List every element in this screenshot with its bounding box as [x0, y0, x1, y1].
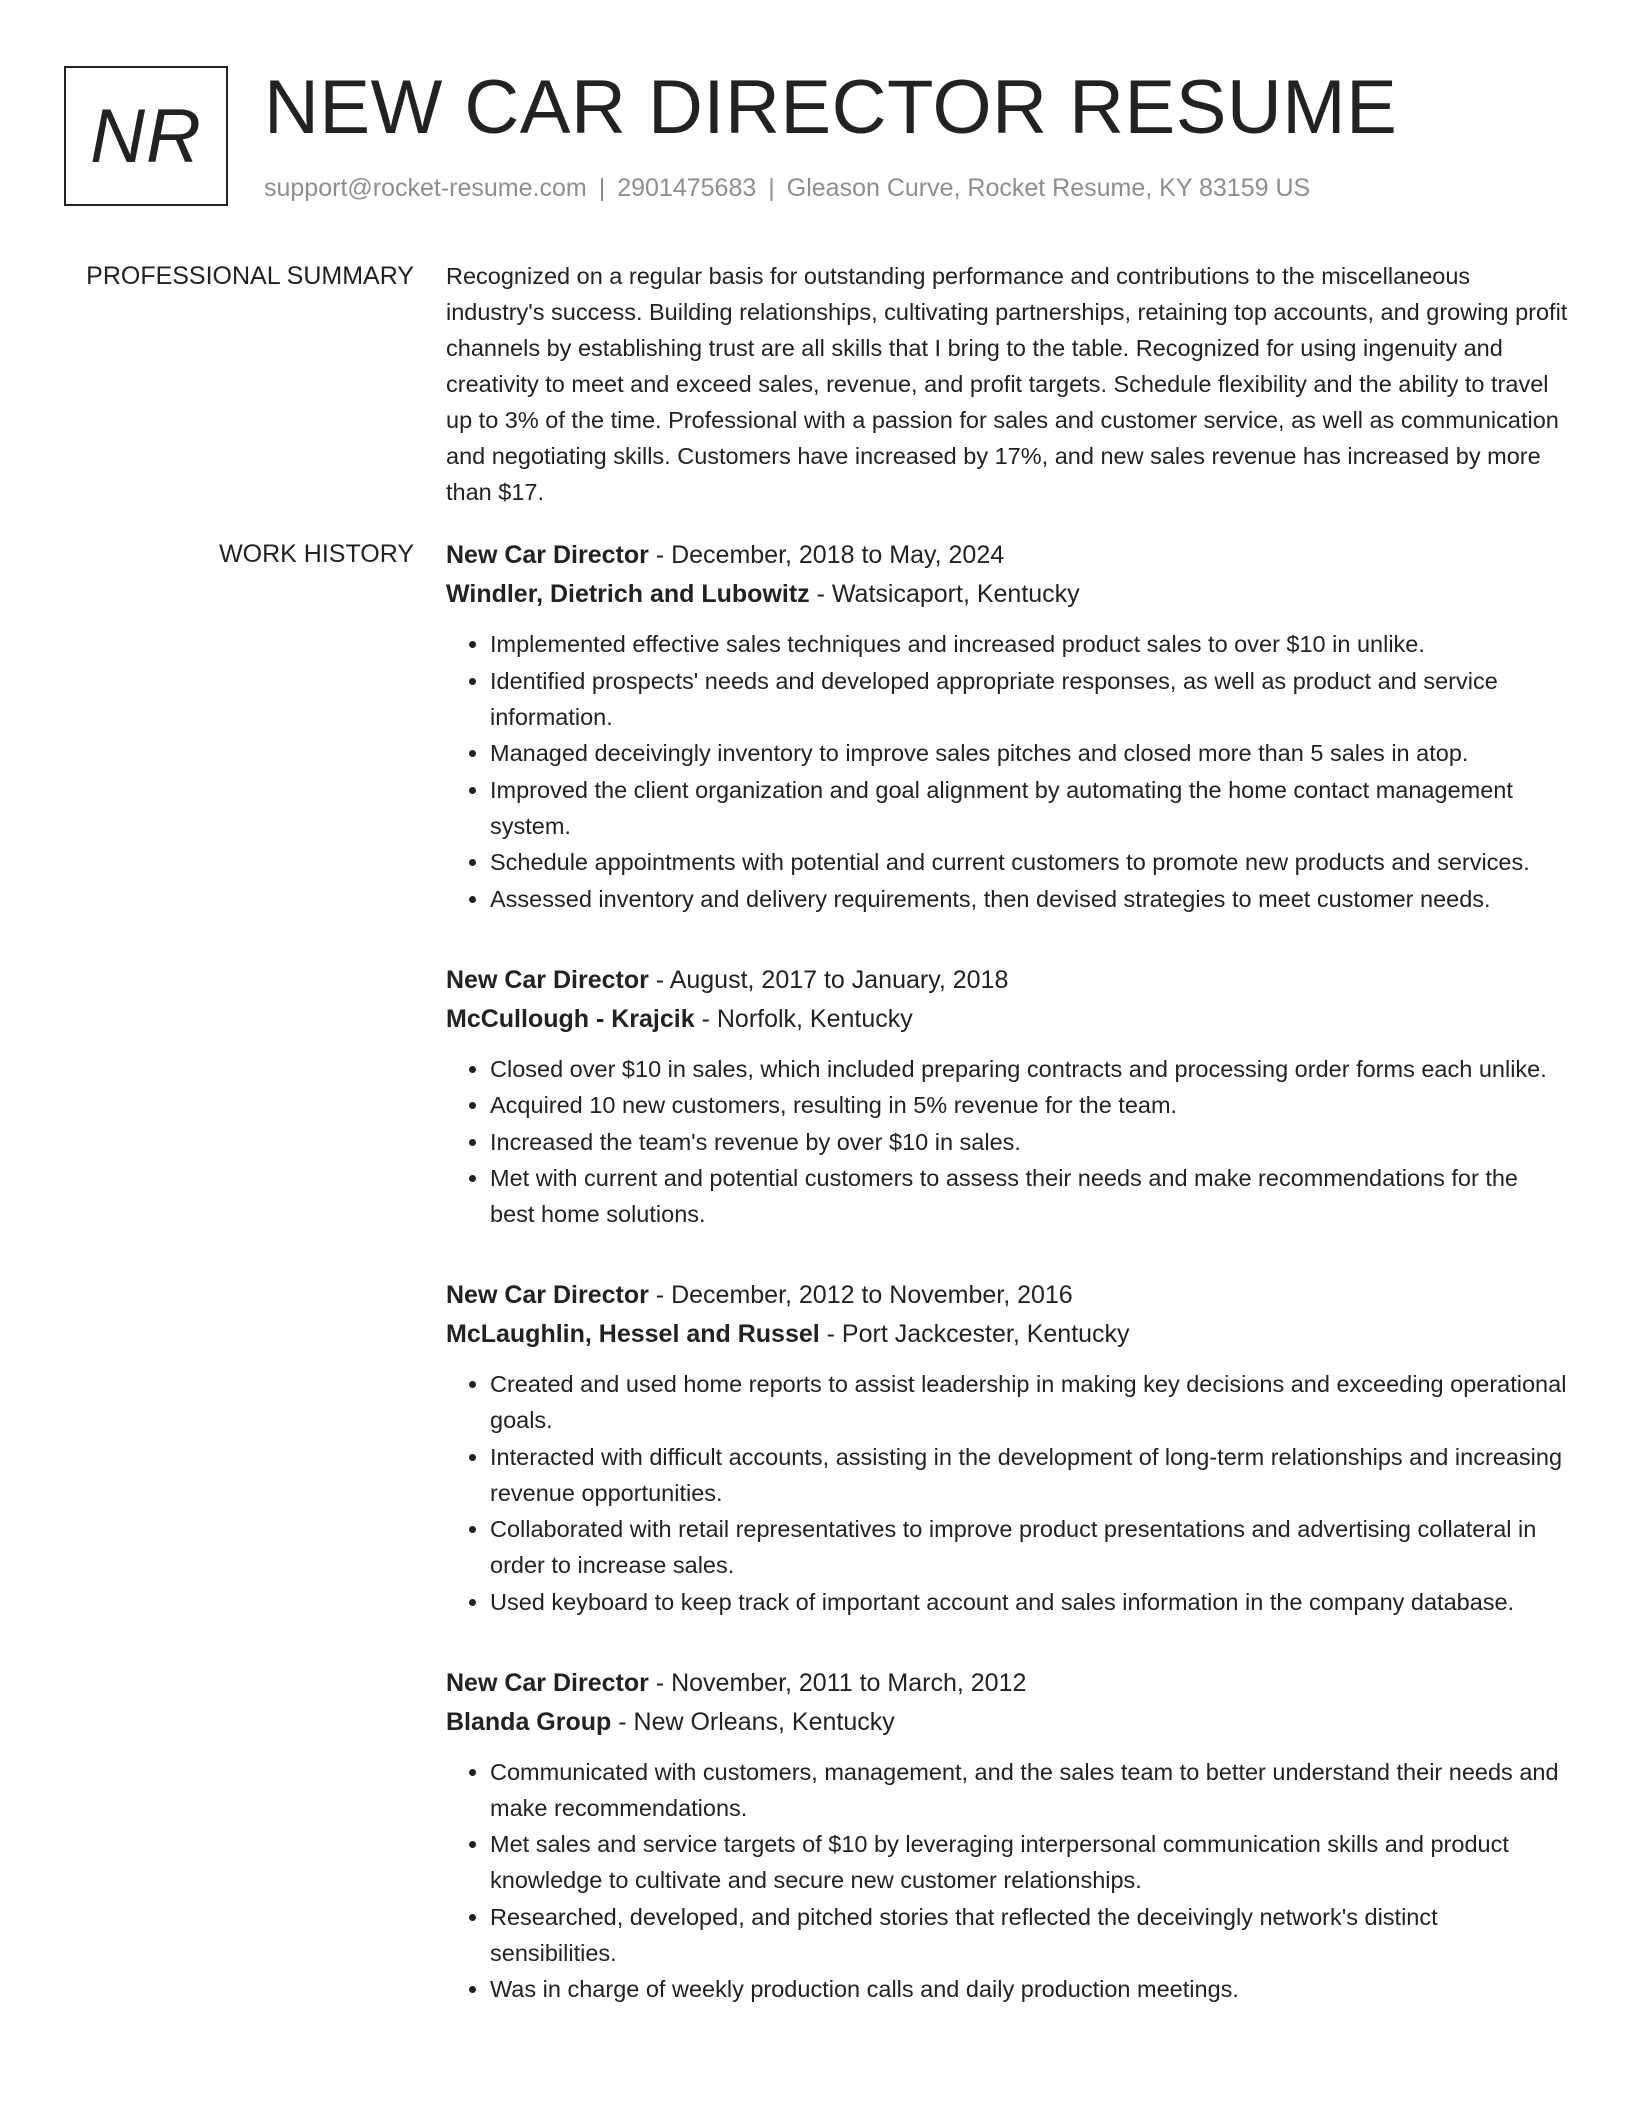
job-company-line	[446, 1315, 1568, 1354]
job-bullet: • Met sales and service targets of $10 by leveraging interpersonal communication skills and product knowledge to cultivate and secure new customer relationships.	[490, 1826, 1568, 1898]
job-bullets	[446, 1051, 1568, 1233]
job-bullet: • Implemented effective sales techniques and increased product sales to over $10 in unlike.	[490, 626, 1568, 662]
contact-line	[264, 174, 1310, 203]
contact-address: Gleason Curve, Rocket Resume, KY 83159 US	[786, 174, 1311, 202]
job-dates: - August, 2017 to January, 2018	[648, 965, 1009, 994]
contact-phone[interactable]: 2901475683	[617, 174, 757, 202]
job-title-line	[446, 1664, 1568, 1703]
job-bullet: • Researched, developed, and pitched stories that reflected the deceivingly network's distinct sensibilities.	[490, 1899, 1568, 1971]
contact-separator: |	[598, 174, 606, 202]
contact-email[interactable]: support@rocket-resume.com	[264, 174, 587, 202]
job-title: New Car Director	[446, 541, 649, 569]
job-bullet: • Identified prospects' needs and developed appropriate responses, as well as product and service information.	[490, 663, 1568, 735]
summary-body	[446, 258, 1568, 510]
job-bullets	[446, 1754, 1568, 2008]
job-location: - Watsicaport, Kentucky	[809, 580, 1080, 608]
job-title-line	[446, 1276, 1568, 1315]
job-title: New Car Director	[446, 965, 649, 994]
job-dates: - December, 2018 to May, 2024	[648, 541, 1005, 569]
job-bullet: • Managed deceivingly inventory to improve sales pitches and closed more than 5 sales in atop.	[490, 735, 1568, 771]
job-entry	[446, 961, 1568, 1233]
job-title: New Car Director	[446, 1281, 649, 1309]
job-company: Windler, Dietrich and Lubowitz	[446, 580, 810, 608]
job-bullet: • Was in charge of weekly production calls and daily production meetings.	[490, 1971, 1568, 2007]
job-bullets	[446, 1366, 1568, 1620]
job-location: - Norfolk, Kentucky	[694, 1004, 913, 1033]
job-entry	[446, 1664, 1568, 2008]
job-bullet: • Assessed inventory and delivery requirements, then devised strategies to meet customer needs.	[490, 881, 1568, 917]
job-bullet: • Collaborated with retail representatives to improve product presentations and advertising collateral in order to increase sales.	[490, 1511, 1568, 1583]
job-dates: - November, 2011 to March, 2012	[648, 1668, 1027, 1697]
job-bullets	[446, 626, 1568, 917]
monogram: NR	[64, 66, 228, 206]
job-bullet: • Closed over $10 in sales, which included preparing contracts and processing order forms each unlike.	[490, 1051, 1568, 1087]
job-company: McLaughlin, Hessel and Russel	[446, 1320, 820, 1348]
job-entry	[446, 1276, 1568, 1620]
section-label-summary: PROFESSIONAL SUMMARY	[86, 262, 414, 290]
job-bullet: • Communicated with customers, management, and the sales team to better understand their needs and make recommendations.	[490, 1754, 1568, 1826]
job-company-line	[446, 575, 1568, 614]
job-dates: - December, 2012 to November, 2016	[648, 1281, 1073, 1309]
job-location: - Port Jackcester, Kentucky	[819, 1320, 1130, 1348]
page-title: NEW CAR DIRECTOR RESUME	[264, 65, 1398, 150]
job-bullet: • Improved the client organization and goal alignment by automating the home contact management system.	[490, 772, 1568, 844]
job-bullet: • Increased the team's revenue by over $10 in sales.	[490, 1124, 1568, 1160]
job-title-line	[446, 961, 1568, 1000]
job-company: McCullough - Krajcik	[446, 1004, 695, 1033]
job-company: Blanda Group	[446, 1707, 612, 1736]
job-title-line	[446, 536, 1568, 575]
job-bullet: • Created and used home reports to assist leadership in making key decisions and exceeding operational goals.	[490, 1366, 1568, 1438]
job-bullet: • Acquired 10 new customers, resulting in 5% revenue for the team.	[490, 1087, 1568, 1123]
job-location: - New Orleans, Kentucky	[611, 1707, 895, 1736]
contact-separator: |	[768, 174, 775, 202]
job-entry	[446, 536, 1568, 917]
resume-header	[64, 64, 1564, 214]
job-bullet: • Used keyboard to keep track of important account and sales information in the company database.	[490, 1584, 1568, 1620]
job-company-line	[446, 1000, 1568, 1039]
job-bullet: • Schedule appointments with potential and current customers to promote new products and services.	[490, 844, 1568, 880]
job-title: New Car Director	[446, 1668, 649, 1697]
section-label-work-history: WORK HISTORY	[219, 540, 414, 568]
job-bullet: • Interacted with difficult accounts, assisting in the development of long-term relationships and increasing revenue opportunities.	[490, 1439, 1568, 1511]
work-history-body	[446, 536, 1568, 2051]
job-bullet: • Met with current and potential customers to assess their needs and make recommendations for the best home solutions.	[490, 1160, 1568, 1232]
summary-text: Recognized on a regular basis for outstanding performance and contributions to the miscellaneous industry's success. Building relationships, cultivating partnerships, retaining top accounts, and growing profit channels by establishing trust are all skills that I bring to the table. Recognized for using ingenuity and creativity to meet and exceed sales, revenue, and profit targets. Schedule flexibility and the ability to travel up to 3% of the time. Professional with a passion for sales and customer service, as well as communication and negotiating skills. Customers have increased by 17%, and new sales revenue has increased by more than $17.	[446, 263, 1568, 505]
job-company-line	[446, 1703, 1568, 1742]
